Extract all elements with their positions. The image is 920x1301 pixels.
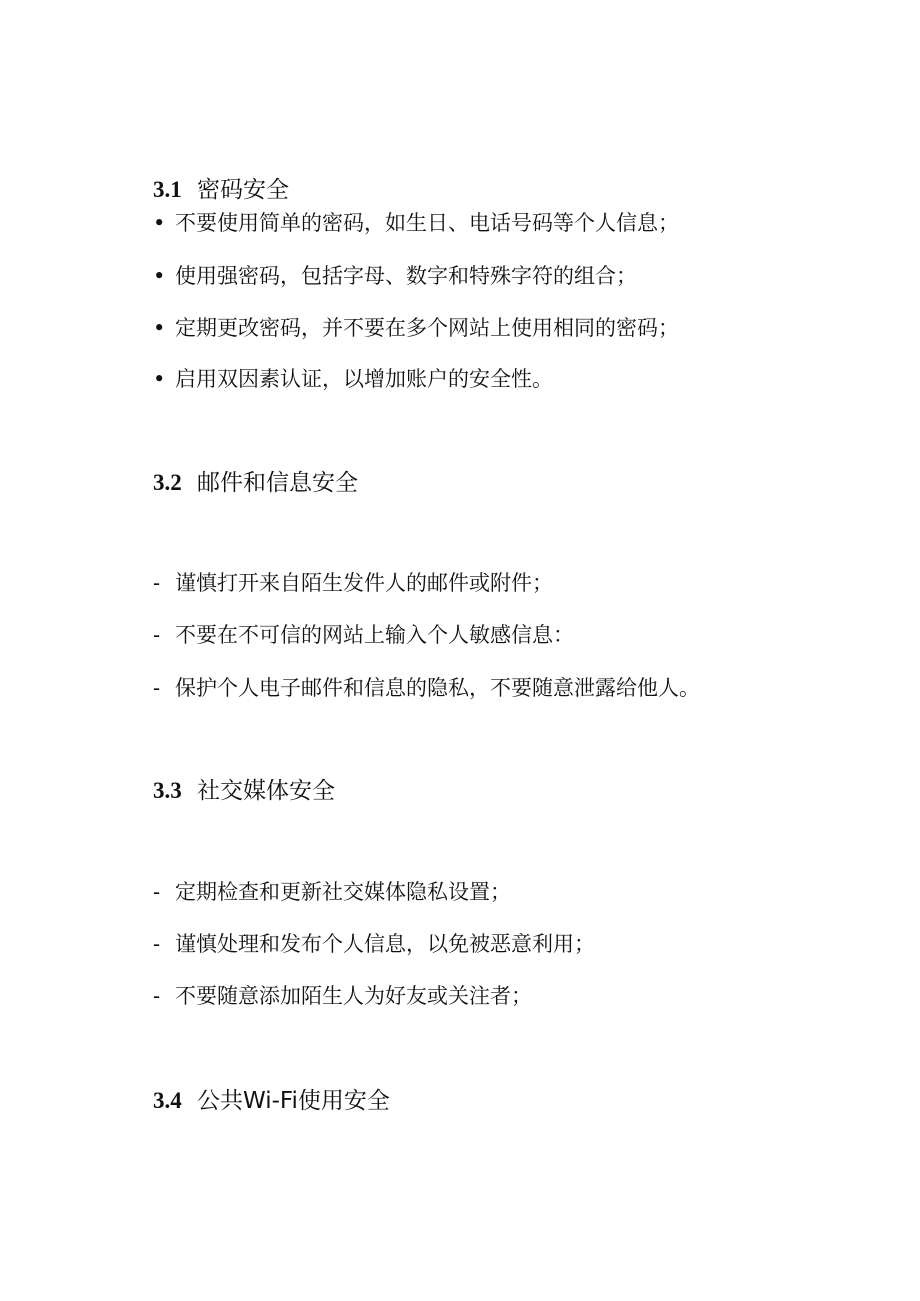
list-item — [153, 981, 532, 1011]
list-item — [153, 208, 679, 238]
dash-mark: - — [153, 984, 161, 1008]
list-item-text: 启用双因素认证，以增加账户的安全性。 — [175, 367, 553, 391]
dash-mark: - — [153, 676, 161, 700]
section-number: 3.2 — [153, 470, 182, 495]
list-item — [153, 673, 700, 703]
list-item-text: 谨慎处理和发布个人信息，以免被恶意利用； — [175, 932, 595, 956]
list-item — [153, 620, 574, 650]
list-item — [153, 313, 679, 343]
dash-mark: - — [153, 571, 161, 595]
section-heading-3-4 — [153, 1086, 390, 1116]
section-title: 密码安全 — [197, 177, 289, 203]
list-item — [153, 261, 637, 291]
section-number: 3.4 — [153, 1088, 182, 1113]
bullet-mark: • — [153, 316, 166, 340]
list-item — [153, 929, 595, 959]
bullet-mark: • — [153, 367, 166, 391]
list-item-text: 谨慎打开来自陌生发件人的邮件或附件； — [175, 571, 553, 595]
list-item-text: 使用强密码，包括字母、数字和特殊字符的组合； — [175, 264, 637, 288]
list-item-text: 不要随意添加陌生人为好友或关注者； — [175, 984, 532, 1008]
section-heading-3-2 — [153, 468, 358, 498]
section-title: 邮件和信息安全 — [197, 470, 358, 496]
list-item-text: 定期更改密码，并不要在多个网站上使用相同的密码； — [175, 316, 679, 340]
bullet-mark: • — [153, 211, 166, 235]
list-item-text: 不要使用简单的密码，如生日、电话号码等个人信息； — [175, 211, 679, 235]
bullet-mark: • — [153, 264, 166, 288]
section-title: 社交媒体安全 — [197, 778, 335, 804]
dash-mark: - — [153, 880, 161, 904]
list-item-text: 定期检查和更新社交媒体隐私设置； — [175, 880, 511, 904]
section-heading-3-1 — [153, 175, 289, 205]
list-item-text: 保护个人电子邮件和信息的隐私，不要随意泄露给他人。 — [175, 676, 700, 700]
section-title: 公共Wi-Fi使用安全 — [197, 1088, 390, 1114]
section-heading-3-3 — [153, 776, 335, 806]
section-number: 3.1 — [153, 177, 182, 202]
list-item — [153, 364, 553, 394]
section-number: 3.3 — [153, 778, 182, 803]
list-item — [153, 877, 511, 907]
list-item — [153, 568, 553, 598]
list-item-text: 不要在不可信的网站上输入个人敏感信息： — [175, 623, 574, 647]
dash-mark: - — [153, 623, 161, 647]
dash-mark: - — [153, 932, 161, 956]
